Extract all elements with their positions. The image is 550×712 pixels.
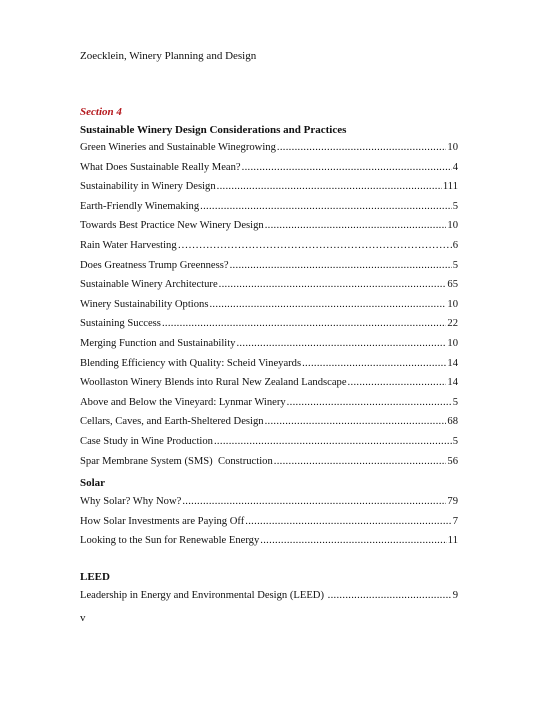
toc-entry-page: 9: [452, 590, 458, 601]
toc-entry-page: 5: [452, 200, 458, 212]
dot-leader: [302, 357, 446, 370]
dot-leader: [242, 161, 452, 174]
toc-entry-page: 65: [447, 279, 458, 291]
dot-leader: [162, 317, 446, 330]
dot-leader: [219, 278, 447, 291]
running-header: Zoecklein, Winery Planning and Design: [80, 50, 257, 62]
toc-entry-page: 7: [452, 515, 458, 527]
dot-leader: [265, 415, 447, 428]
toc-entry: [80, 239, 458, 259]
solar-heading: Solar: [80, 477, 106, 489]
section-title: Sustainable Winery Design Considerations and Practices: [80, 124, 347, 136]
toc-entry: [80, 180, 458, 200]
toc-entry-title: Sustainability in Winery Design: [80, 181, 216, 193]
toc-entry-title: Spar Membrane System (SMS) Construction: [80, 455, 273, 467]
toc-entry-title: Green Wineries and Sustainable Winegrowing: [80, 142, 276, 153]
toc-entry-page: 10: [447, 142, 458, 153]
toc-entry: [80, 317, 458, 337]
dot-leader: [230, 259, 452, 272]
toc-entry-page: 5: [452, 396, 458, 408]
dot-leader: [182, 495, 446, 508]
toc-entry-title: How Solar Investments are Paying Off: [80, 515, 245, 527]
toc-entry-title: Does Greatness Trump Greenness?: [80, 259, 229, 271]
toc-entry: [80, 298, 458, 318]
toc-entry: [80, 495, 458, 515]
dot-leader: [265, 219, 447, 232]
toc-entry-title: Cellars, Caves, and Earth-Sheltered Design: [80, 416, 264, 428]
toc-entry: [80, 435, 458, 455]
toc-entry: [80, 278, 458, 298]
dot-leader: [209, 298, 446, 311]
toc-entry-title: Rain Water Harvesting: [80, 239, 177, 251]
toc-entry-title: Leadership in Energy and Environmental Design (LEED): [80, 590, 327, 601]
dot-leader: [214, 435, 452, 448]
toc-entry-page: 6: [452, 239, 458, 251]
toc-entry: [80, 357, 458, 377]
dot-leader: [260, 534, 447, 547]
dot-leader: [200, 200, 452, 213]
toc-entry: [80, 161, 458, 181]
toc-entry-page: 10: [447, 337, 458, 349]
leed-heading: LEED: [80, 571, 110, 583]
toc-entry-page: 5: [452, 435, 458, 447]
toc-entry-page: 14: [447, 377, 458, 389]
toc-entry-page: 56: [447, 455, 458, 467]
dot-leader: [287, 396, 452, 409]
toc-entry-title: Winery Sustainability Options: [80, 298, 209, 310]
toc-entry-title: What Does Sustainable Really Mean?: [80, 161, 241, 173]
toc-entry: [80, 589, 458, 609]
dot-leader: [217, 180, 442, 193]
toc-entry-title: Case Study in Wine Production: [80, 435, 213, 447]
toc-entry: [80, 219, 458, 239]
dot-leader: [328, 589, 452, 602]
toc-entry-page: 22: [447, 318, 458, 330]
toc-solar: [80, 495, 458, 554]
toc-entry-page: 11: [447, 535, 458, 547]
toc-entry-page: 79: [447, 496, 458, 507]
toc-entry-page: 4: [452, 161, 458, 173]
section-label: Section 4: [80, 106, 122, 118]
toc-entry: [80, 534, 458, 554]
toc-entry-page: 111: [442, 181, 458, 193]
toc-entry-title: Above and Below the Vineyard: Lynmar Winery: [80, 396, 286, 408]
toc-entry-page: 68: [447, 416, 458, 428]
toc-entry: [80, 200, 458, 220]
toc-entry: [80, 376, 458, 396]
dot-leader: [178, 239, 452, 252]
toc-entry-page: 10: [447, 298, 458, 310]
toc-entry: [80, 455, 458, 475]
toc-entry-title: Sustainable Winery Architecture: [80, 279, 218, 291]
dot-leader: [277, 141, 447, 154]
toc-entry-title: Looking to the Sun for Renewable Energy: [80, 535, 260, 547]
toc-entry: [80, 415, 458, 435]
toc-entry-title: Earth-Friendly Winemaking: [80, 200, 200, 212]
toc-entry-page: 14: [447, 357, 458, 369]
toc-entry-title: Blending Efficiency with Quality: Scheid Vineyards: [80, 357, 302, 369]
toc-entry: [80, 515, 458, 535]
dot-leader: [348, 376, 447, 389]
toc-entry: [80, 141, 458, 161]
toc-leed: [80, 589, 458, 609]
toc-section-4: [80, 141, 458, 474]
toc-entry-title: Sustaining Success: [80, 318, 161, 330]
toc-entry: [80, 259, 458, 279]
dot-leader: [274, 455, 447, 468]
toc-entry-page: 5: [452, 259, 458, 271]
dot-leader: [245, 515, 451, 528]
toc-entry-title: Woollaston Winery Blends into Rural New Zealand Landscape: [80, 377, 347, 389]
toc-entry-title: Merging Function and Sustainability: [80, 337, 236, 349]
toc-entry-page: 10: [447, 220, 458, 232]
dot-leader: [236, 337, 446, 350]
toc-entry-title: Why Solar? Why Now?: [80, 496, 182, 507]
toc-entry: [80, 337, 458, 357]
page-number: v: [80, 612, 86, 624]
toc-entry-title: Towards Best Practice New Winery Design: [80, 220, 264, 232]
toc-entry: [80, 396, 458, 416]
